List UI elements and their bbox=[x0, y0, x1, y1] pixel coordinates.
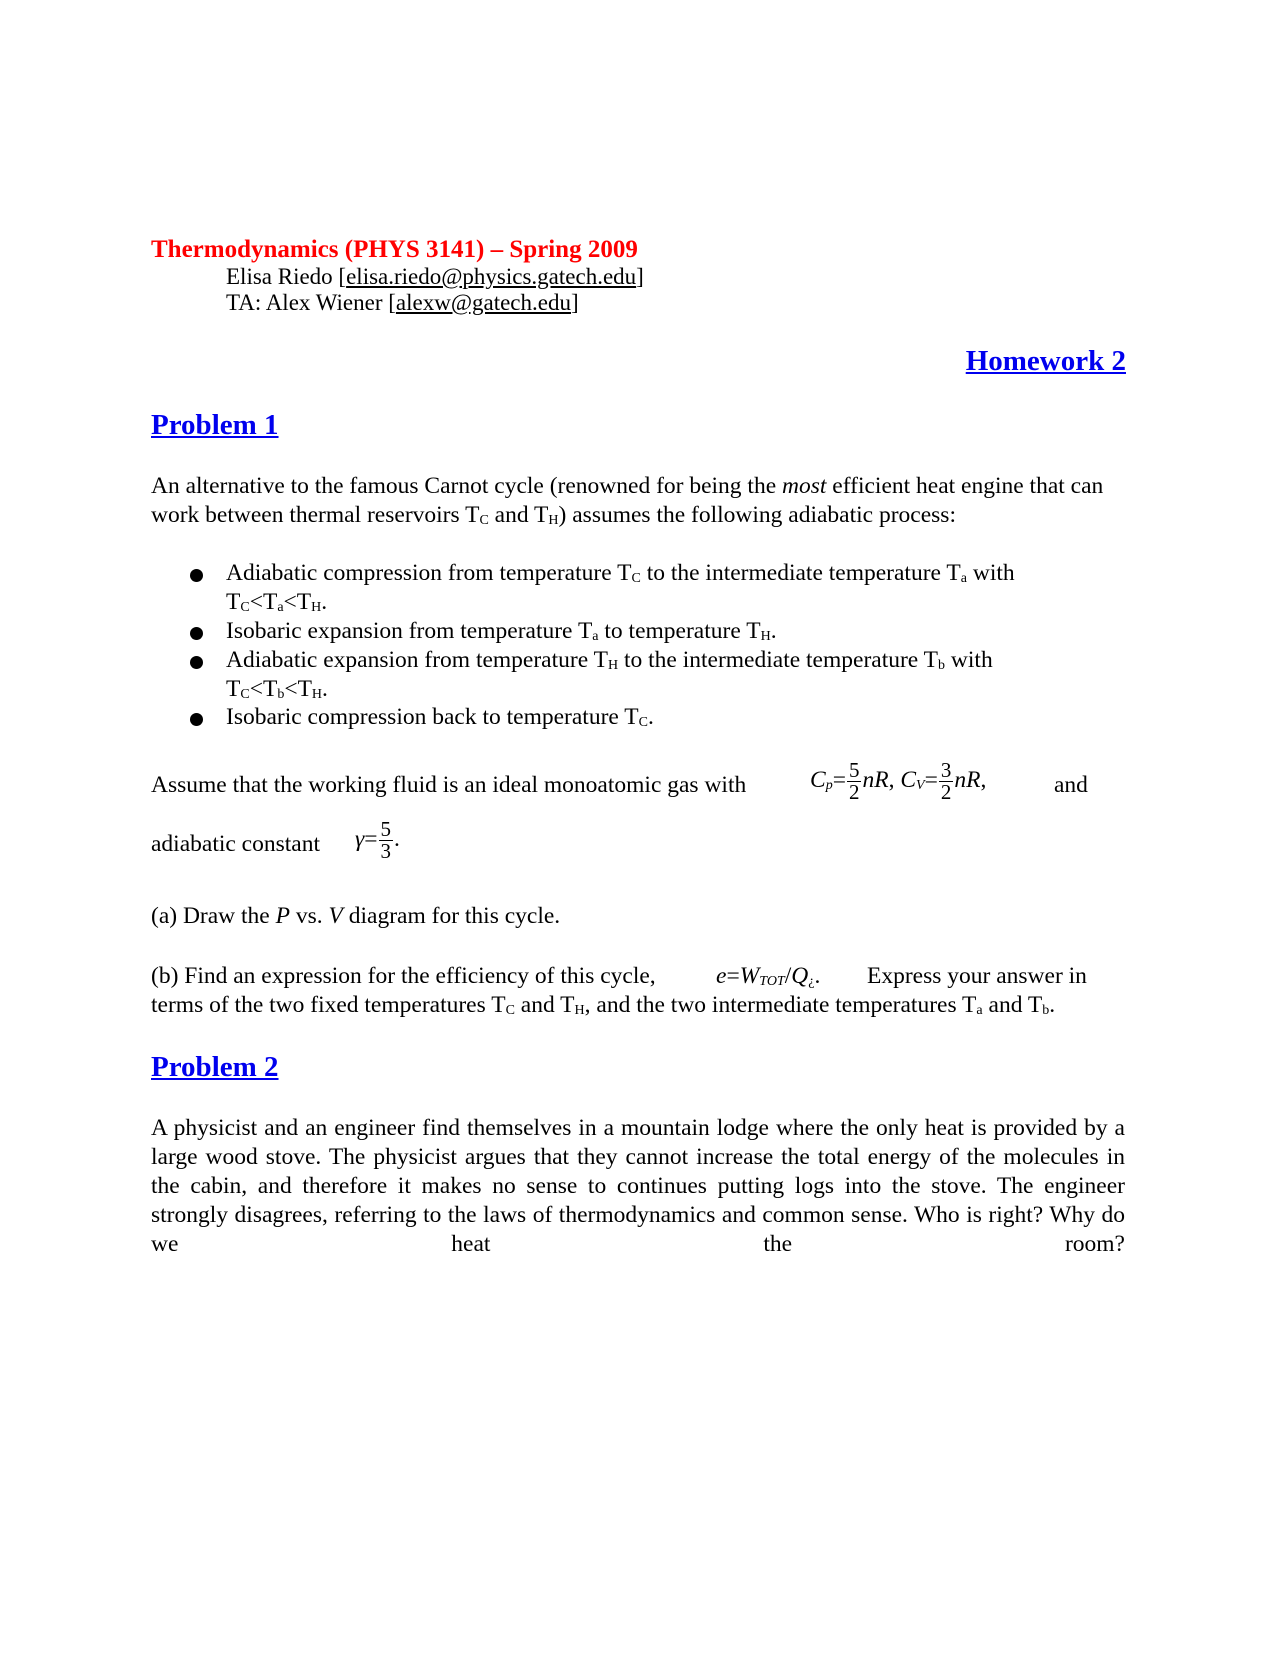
and-text: and bbox=[1054, 772, 1088, 798]
instructor-line bbox=[226, 264, 644, 290]
bullet-dot bbox=[190, 713, 203, 726]
problem-2-text: A physicist and an engineer find themselves in a mountain lodge where the only heat is provided by a large wood stove. The physicist argues that they cannot increase the total energy of the molecules in the cabin, and therefore it makes no sense to continues putting logs into the stove. The engineer strongly disagrees, referring to the laws of thermodynamics and common sense. Who is right? Why do we heat the room? bbox=[151, 1115, 1125, 1257]
ta-bracket: ] bbox=[570, 290, 579, 315]
sub-c: C bbox=[479, 513, 489, 528]
part-b-line-1: (b) Find an expression for the efficiency of this cycle, bbox=[151, 963, 656, 989]
bullet-3-line-1: Adiabatic expansion from temperature $T_H$ to the intermediate temperature $T_b$ with bbox=[226, 647, 993, 673]
instructor-email-link[interactable]: elisa.riedo@physics.gatech.edu bbox=[346, 264, 637, 289]
bullet-1-line-2: $T_C<T_a<T_H$. bbox=[226, 589, 328, 615]
assume-text: Assume that the working fluid is an ideal monoatomic gas with bbox=[151, 772, 747, 798]
bullet-3-line-2: $T_C<T_b<T_H$. bbox=[226, 676, 328, 702]
instructor-bracket: ] bbox=[636, 264, 644, 289]
instructor-name: Elisa Riedo [ bbox=[226, 264, 347, 289]
course-title: Thermodynamics (PHYS 3141) – Spring 2009 bbox=[151, 236, 638, 263]
problem-1-heading[interactable]: Problem 1 bbox=[151, 409, 279, 441]
bullet-dot bbox=[190, 656, 203, 669]
problem-1-intro bbox=[151, 472, 1125, 530]
adiabatic-constant-text: adiabatic constant bbox=[151, 831, 320, 857]
part-b-line-2: terms of the two fixed temperatures $T_C$ and $T_H$, and the two intermediate temperatures $T_a$ and $T_b$. bbox=[151, 992, 1056, 1018]
intro-text-2: efficient heat engine that can work between thermal reservoirs T bbox=[151, 473, 1104, 528]
intro-text-4: ) assumes the following adiabatic process: bbox=[558, 502, 956, 528]
heat-capacity-formula: $C_p=$ $\frac{5}{2}$ nR, $C_V=$ $\frac{3}{2}$ nR, bbox=[810, 758, 987, 804]
ta-email-link[interactable]: alexw@gatech.edu bbox=[395, 290, 571, 315]
intro-text-3: and T bbox=[488, 502, 549, 528]
bullet-4: Isobaric compression back to temperature $T_C$. bbox=[226, 704, 654, 730]
problem-2-heading[interactable]: Problem 2 bbox=[151, 1051, 279, 1083]
bullet-dot bbox=[190, 569, 203, 582]
bullet-1-line-1: Adiabatic compression from temperature $T_C$ to the intermediate temperature $T_a$ with bbox=[226, 560, 1015, 586]
part-b-express: Express your answer in bbox=[867, 963, 1087, 989]
ta-name: TA: Alex Wiener [ bbox=[226, 290, 396, 315]
gamma-formula: γ= $\frac{5}{3}$ . bbox=[355, 817, 400, 863]
intro-emphasis: most bbox=[782, 473, 827, 499]
bullet-2: Isobaric expansion from temperature $T_a$ to temperature $T_H$. bbox=[226, 618, 777, 644]
ta-line bbox=[226, 290, 579, 316]
homework-title[interactable]: Homework 2 bbox=[965, 345, 1126, 377]
intro-text-1: An alternative to the famous Carnot cycle (renowned for being the bbox=[151, 473, 783, 499]
sub-h: H bbox=[548, 513, 559, 528]
part-a: (a) Draw the P vs. V diagram for this cycle. bbox=[151, 903, 561, 929]
efficiency-formula: $e=W_{TOT}/Q_¿$. bbox=[716, 963, 821, 989]
bullet-dot bbox=[190, 627, 203, 640]
